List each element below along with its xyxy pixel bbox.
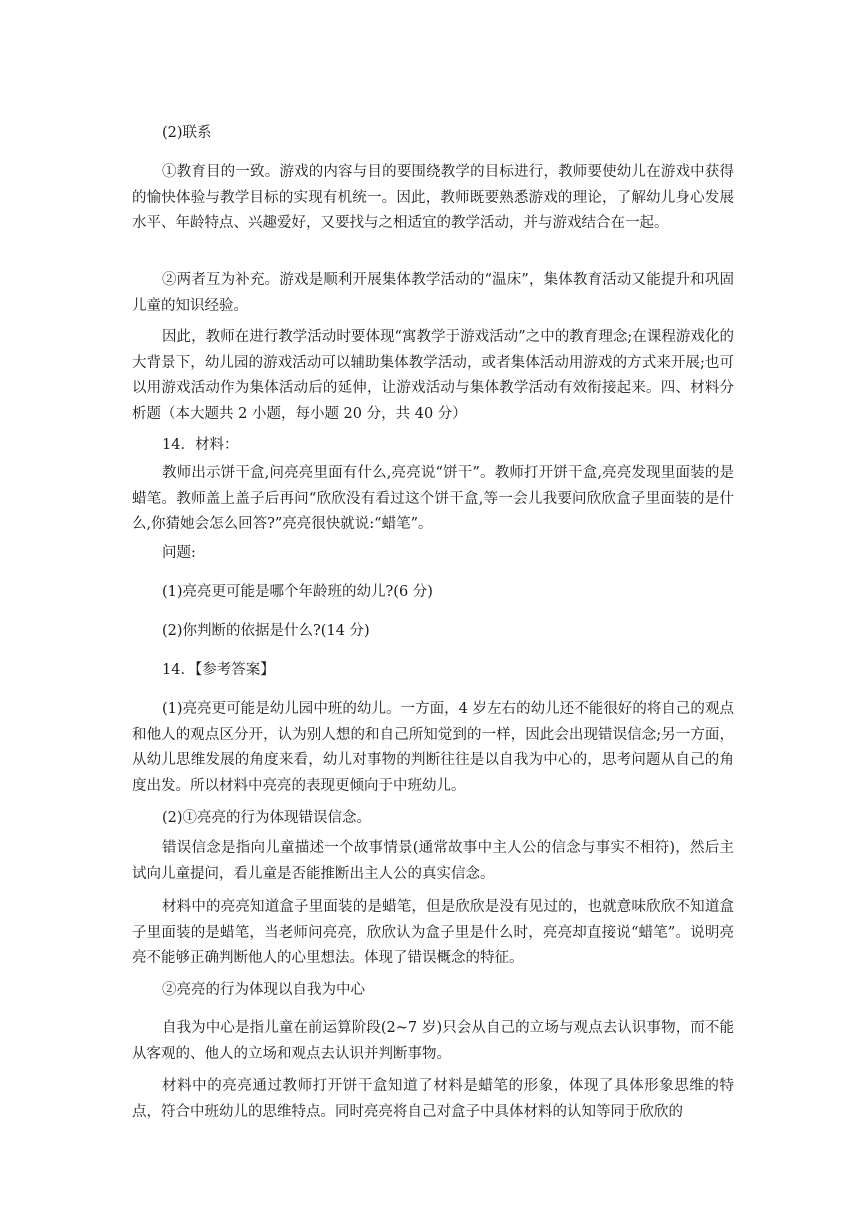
answer-1: (1)亮亮更可能是幼儿园中班的幼儿。一方面，4 岁左右的幼儿还不能很好的将自己的观点和他人的观点区分开，认为别人想的和自己所知觉到的一样，因此会出现错误信念;另一方面，从幼儿思维发展的角度来看，幼儿对事物的判断往往是以自我为中心的，思考问题从自己的角度出发。所以材料中亮亮的表现更倾向于中班幼儿。 bbox=[132, 701, 734, 794]
false-belief-definition: 错误信念是指向儿童描述一个故事情景(通常故事中主人公的信念与事实不相符)，然后主试向儿童提问，看儿童是否能推断出主人公的真实信念。 bbox=[132, 840, 734, 882]
answer-heading: 14．【参考答案】 bbox=[162, 662, 275, 678]
false-belief-analysis: 材料中的亮亮知道盒子里面装的是蜡笔，但是欣欣是没有见过的，也就意味欣欣不知道盒子里面装的是蜡笔，当老师问亮亮，欣欣认为盒子里是什么时，亮亮却直接说“蜡笔”。说明亮亮不能够正确判断他人的心里想法。体现了错误概念的特征。 bbox=[132, 899, 734, 966]
paragraph-conclusion: 因此，教师在进行教学活动时要体现“寓教学于游戏活动”之中的教育理念;在课程游戏化的大背景下，幼儿园的游戏活动可以辅助集体教学活动，或者集体活动用游戏的方式来开展;也可以用游戏活动作为集体活动后的延伸，让游戏活动与集体教学活动有效衔接起来。四、材料分析题（本大题共 2 小题，每小题 20 分，共 40 分） bbox=[132, 329, 734, 422]
question-14-material: 教师出示饼干盒,问亮亮里面有什么,亮亮说“饼干”。教师打开饼干盒,亮亮发现里面装的是蜡笔。教师盖上盖子后再问“欣欣没有看过这个饼干盒,等一会儿我要问欣欣盒子里面装的是什么,你猜她会怎么回答?”亮亮很快就说:“蜡笔”。 bbox=[132, 465, 734, 532]
question-label: 问题: bbox=[162, 545, 196, 561]
egocentrism-definition: 自我为中心是指儿童在前运算阶段(2~7 岁)只会从自己的立场与观点去认识事物，而不能从客观的、他人的立场和观点去认识并判断事物。 bbox=[132, 1020, 734, 1062]
heading-connection: (2)联系 bbox=[162, 125, 212, 141]
question-2: (2)你判断的依据是什么?(14 分) bbox=[162, 623, 370, 639]
paragraph-teaching-goal: ①教育目的一致。游戏的内容与目的要围绕教学的目标进行，教师要使幼儿在游戏中获得的愉快体验与教学目标的实现有机统一。因此，教师既要熟悉游戏的理论，了解幼儿身心发展水平、年龄特点、兴趣爱好，又要找与之相适宜的教学活动，并与游戏结合在一起。 bbox=[132, 164, 734, 231]
question-1: (1)亮亮更可能是哪个年龄班的幼儿?(6 分) bbox=[162, 584, 433, 600]
question-14-material-label: 14．材料： bbox=[162, 437, 239, 453]
answer-2-heading: (2)①亮亮的行为体现错误信念。 bbox=[162, 810, 372, 826]
paragraph-complement: ②两者互为补充。游戏是顺利开展集体教学活动的“温床”，集体教育活动又能提升和巩固儿童的知识经验。 bbox=[132, 272, 734, 314]
egocentrism-heading: ②亮亮的行为体现以自我为中心 bbox=[162, 982, 365, 998]
egocentrism-analysis: 材料中的亮亮通过教师打开饼干盒知道了材料是蜡笔的形象，体现了具体形象思维的特点，符合中班幼儿的思维特点。同时亮亮将自己对盒子中具体材料的认知等同于欣欣的 bbox=[132, 1078, 734, 1120]
